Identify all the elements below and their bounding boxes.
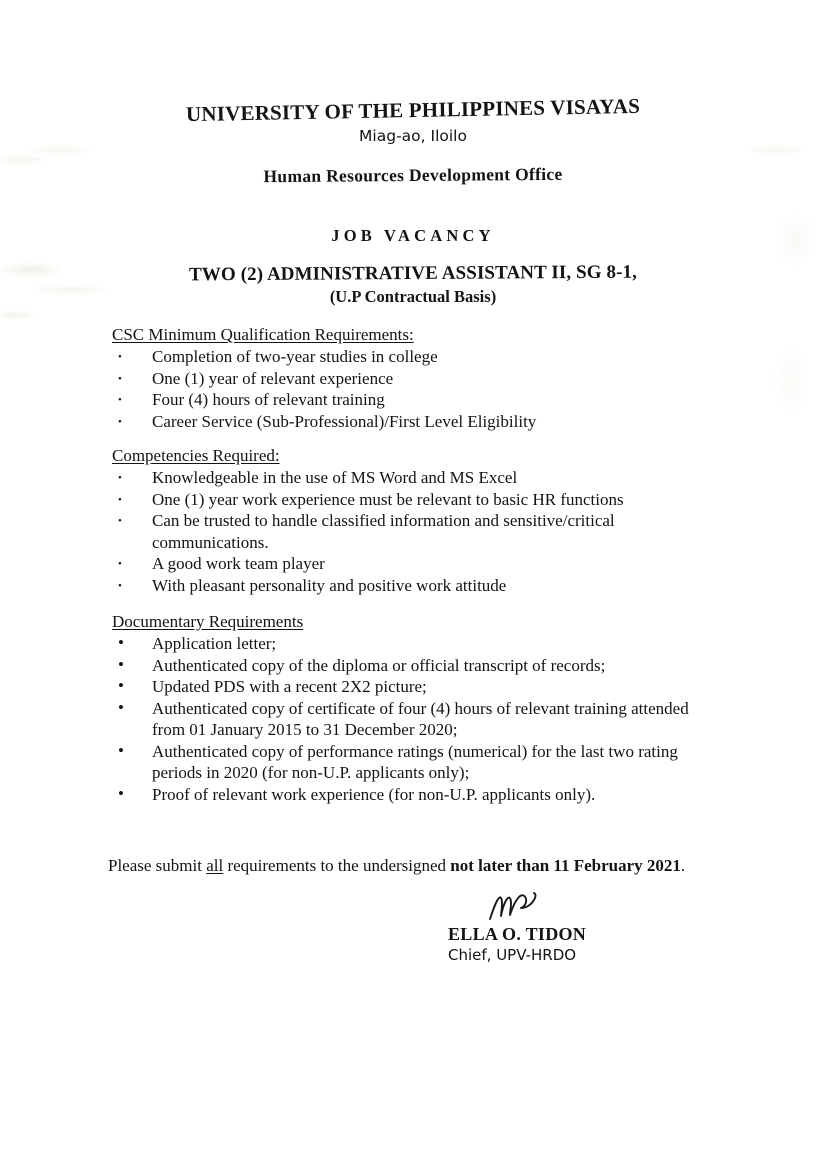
list-item: • One (1) year work experience must be relevant to basic HR functions — [112, 489, 712, 511]
employment-basis: (U.P Contractual Basis) — [329, 287, 497, 306]
section-competencies — [112, 446, 712, 596]
closing-emphasis-all: all — [206, 856, 224, 875]
list-item: • Authenticated copy of the diploma or official transcript of records; — [112, 655, 712, 677]
signer-title: Chief, UPV-HRDO — [448, 946, 577, 964]
document-kind: JOB VACANCY — [331, 226, 495, 245]
closing-deadline: not later than 11 February 2021 — [450, 856, 681, 875]
signature-mark-icon — [448, 890, 728, 924]
list-item: • Updated PDS with a recent 2X2 picture; — [112, 676, 712, 698]
position-title: TWO (2) ADMINISTRATIVE ASSISTANT II, SG 8-1, — [189, 261, 637, 286]
documentary-requirements-list — [112, 633, 712, 805]
organization-locale: Miag-ao, Iloilo — [359, 127, 467, 145]
closing-middle: requirements to the undersigned — [223, 856, 451, 875]
list-item: • Application letter; — [112, 633, 712, 655]
signer-name: ELLA O. TIDON — [448, 924, 587, 944]
list-item: • Four (4) hours of relevant training — [112, 389, 712, 411]
competencies-list — [112, 467, 712, 596]
list-item: • Proof of relevant work experience (for non-U.P. applicants only). — [112, 784, 712, 806]
signature-block — [448, 890, 728, 964]
submission-instructions — [46, 853, 712, 878]
section-documentary-requirements — [112, 612, 712, 805]
section-csc-requirements — [112, 325, 712, 432]
list-item: • A good work team player — [112, 553, 712, 575]
section-heading: Documentary Requirements — [112, 612, 304, 631]
closing-period: . — [680, 856, 686, 875]
list-item: • Authenticated copy of certificate of four (4) hours of relevant training attended from 01 January 2015 to 31 December 2020; — [112, 698, 712, 741]
list-item: • Knowledgeable in the use of MS Word and MS Excel — [112, 467, 712, 489]
list-item: • With pleasant personality and positive work attitude — [112, 575, 712, 597]
list-item: • Completion of two-year studies in college — [112, 346, 712, 368]
list-item: • One (1) year of relevant experience — [112, 368, 712, 390]
closing-lead: Please submit — [108, 856, 207, 875]
list-item: • Authenticated copy of performance ratings (numerical) for the last two rating periods in 2020 (for non-U.P. applicants only); — [112, 741, 712, 784]
issuing-office: Human Resources Development Office — [263, 163, 563, 187]
organization-name: UNIVERSITY OF THE PHILIPPINES VISAYAS — [185, 93, 641, 127]
section-heading: CSC Minimum Qualification Requirements: — [112, 325, 414, 344]
list-item: • Career Service (Sub-Professional)/First Level Eligibility — [112, 411, 712, 433]
list-item: • Can be trusted to handle classified information and sensitive/critical communications. — [112, 510, 712, 553]
section-heading: Competencies Required: — [112, 446, 280, 465]
csc-requirements-list — [112, 346, 712, 432]
